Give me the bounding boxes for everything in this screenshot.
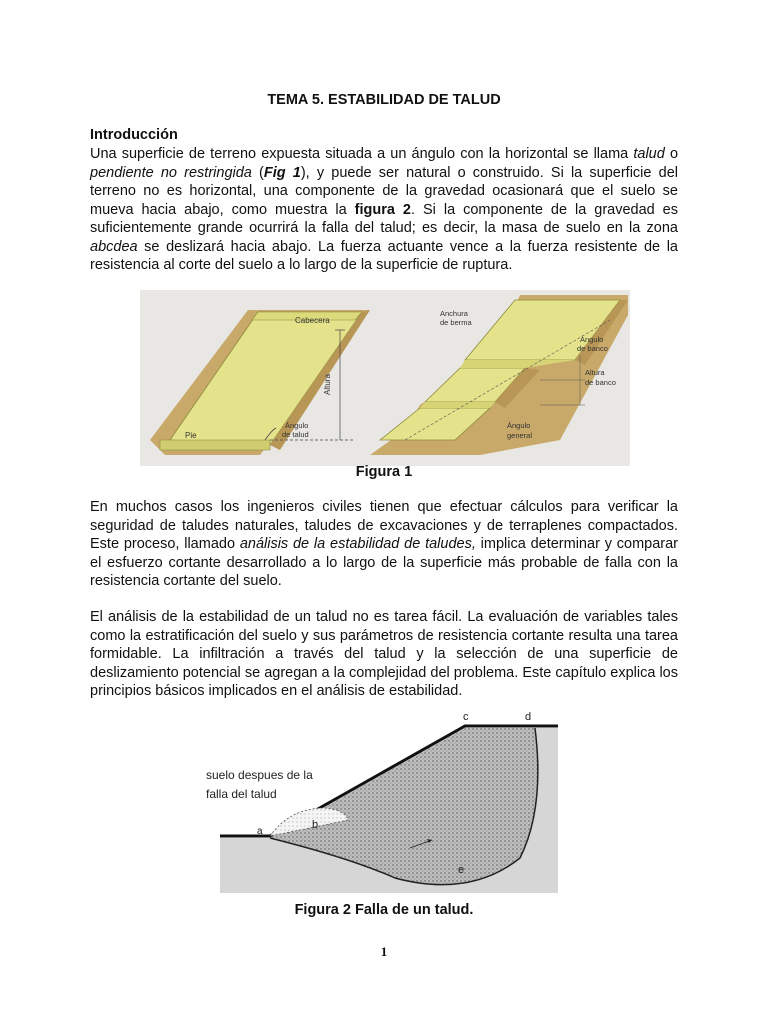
label-d: d <box>525 711 532 723</box>
label-angulo-banco-1: Ángulo <box>580 335 604 344</box>
label-c: c <box>463 711 469 723</box>
label-e: e <box>458 864 465 876</box>
label-angulo-general-2: general <box>507 431 533 440</box>
figure-2-caption: Figura 2 Falla de un talud. <box>294 902 474 918</box>
page-title: TEMA 5. ESTABILIDAD DE TALUD <box>267 92 501 108</box>
label-anchura-berma-1: Anchura <box>440 309 468 318</box>
label-b: b <box>312 819 319 831</box>
label-altura: Altura <box>323 374 332 395</box>
analysis-paragraph: En muchos casos los ingenieros civiles tienen que efectuar cálculos para verificar la seguridad de taludes naturales, taludes de excavaciones y de terraplenes compactados. Este proceso, llamado análisis de la estabilidad de taludes, implica determinar y comparar el esfuerzo cortante desarrollado a lo largo de la superficie más probable de falla con la resistencia cortante del suelo. <box>90 499 678 589</box>
label-altura-banco-1: Altura <box>585 368 605 377</box>
complexity-paragraph: El análisis de la estabilidad de un talud no es tarea fácil. La evaluación de variables tales como la estratificación del suelo y sus parámetros de resistencia cortante resulta una tarea formidable. La infiltración a través del talud y la selección de una superficie de deslizamiento potencial se agregan a la complejidad del problema. Este capítulo explica los principios básicos implicados en el análisis de estabilidad. <box>90 609 678 699</box>
label-angulo-talud-1: Ángulo <box>285 421 309 430</box>
label-angulo-general-1: Ángulo <box>507 421 531 430</box>
intro-paragraph: Una superficie de terreno expuesta situada a un ángulo con la horizontal se llama talud o pendiente no restringida (Fig 1), y puede ser natural o construido. Si la superficie del terreno no es horizontal, una componente de la gravedad ocasionará que el suelo se mueva hacia abajo, como muestra la figura 2. Si la componente de la gravedad es suficientemente grande ocurrirá la falla del talud; es decir, la masa de suelo en la zona abcdea se deslizará hacia abajo. La fuerza actuante vence a la fuerza resistente de la resistencia al corte del suelo a lo largo de la superficie de ruptura. <box>90 146 679 273</box>
label-altura-banco-2: de banco <box>585 378 616 387</box>
label-pie: Pie <box>185 431 197 440</box>
label-anchura-berma-2: de berma <box>440 318 472 327</box>
figure-2-slope-failure-diagram <box>200 708 560 893</box>
label-angulo-banco-2: de banco <box>577 344 608 353</box>
section-heading: Introducción <box>90 127 178 143</box>
label-a: a <box>257 826 263 837</box>
label-angulo-talud-2: de talud <box>282 430 309 439</box>
page-number: 1 <box>380 944 388 959</box>
figure-1-caption: Figura 1 <box>355 464 413 480</box>
label-cabecera: Cabecera <box>295 316 330 325</box>
label-suelo-2: falla del talud <box>206 787 277 801</box>
figure-1-slope-diagram <box>140 290 630 466</box>
label-suelo-1: suelo despues de la <box>206 768 313 782</box>
